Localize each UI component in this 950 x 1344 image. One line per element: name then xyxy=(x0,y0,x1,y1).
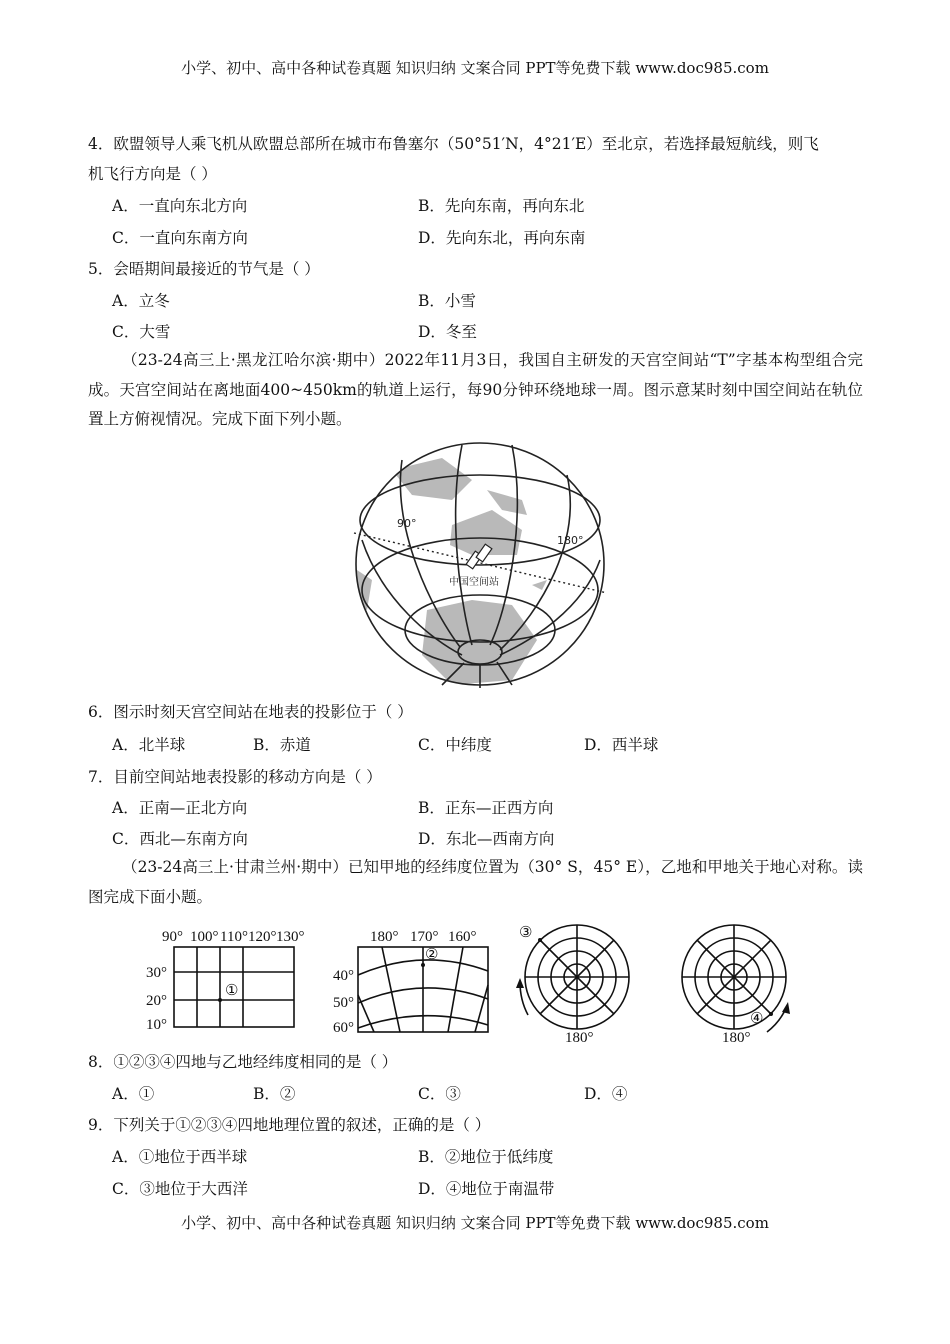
point-2-label: ② xyxy=(425,947,439,963)
q6-option-a: A．北半球 xyxy=(112,736,186,754)
q8-option-c: C．③ xyxy=(418,1085,461,1103)
q4-option-a: A．一直向东北方向 xyxy=(112,197,248,215)
q4-option-b: B．先向东南，再向东北 xyxy=(418,197,585,215)
q6-stem: 6．图示时刻天宫空间站在地表的投影位于（ ） xyxy=(88,703,413,721)
lon-label-180: 180° xyxy=(565,1030,594,1045)
lon-label-180: 180° xyxy=(722,1030,751,1045)
q7-option-d: D．东北—西南方向 xyxy=(418,830,555,848)
polar-figure-4 xyxy=(672,920,797,1045)
q9-option-a: A．①地位于西半球 xyxy=(112,1148,248,1166)
lon-label: 160° xyxy=(448,929,477,945)
q4-option-d: D．先向东北，再向东南 xyxy=(418,229,586,247)
q8-option-d: D．④ xyxy=(584,1085,628,1103)
q5-stem: 5．会晤期间最接近的节气是（ ） xyxy=(88,260,320,278)
lon-label: 180° xyxy=(370,929,399,945)
lon-label: 170° xyxy=(410,929,439,945)
lat-label: 50° xyxy=(333,995,354,1011)
lon-label: 90° xyxy=(162,929,183,945)
point-4-label: ④ xyxy=(750,1011,764,1027)
q5-option-a: A．立冬 xyxy=(112,292,170,310)
q7-option-a: A．正南—正北方向 xyxy=(112,799,248,817)
q7-option-c: C．西北—东南方向 xyxy=(112,830,248,848)
q5-option-c: C．大雪 xyxy=(112,323,171,341)
grid-figure-2 xyxy=(330,925,495,1037)
station-label: 中国空间站 xyxy=(449,577,499,588)
q9-stem: 9．下列关于①②③④四地地理位置的叙述，正确的是（ ） xyxy=(88,1116,491,1134)
lat-label: 40° xyxy=(333,968,354,984)
q9-option-d: D．④地位于南温带 xyxy=(418,1180,555,1198)
lat-label: 10° xyxy=(146,1017,167,1033)
q4-stem-cont: 机飞行方向是（ ） xyxy=(88,165,217,183)
q8-option-b: B．② xyxy=(253,1085,296,1103)
lat-label: 20° xyxy=(146,993,167,1009)
page-header: 小学、初中、高中各种试卷真题 知识归纳 文案合同 PPT等免费下载 www.doc985.com xyxy=(181,59,769,77)
globe-label-90: 90° xyxy=(397,517,417,530)
q5-option-d: D．冬至 xyxy=(418,323,477,341)
q6-option-d: D．西半球 xyxy=(584,736,659,754)
q8-stem: 8．①②③④四地与乙地经纬度相同的是（ ） xyxy=(88,1053,398,1071)
lon-label: 120° xyxy=(248,929,277,945)
lon-label: 130° xyxy=(276,929,305,945)
q5-option-b: B．小雪 xyxy=(418,292,476,310)
q6-option-b: B．赤道 xyxy=(253,736,311,754)
q7-stem: 7．目前空间站地表投影的移动方向是（ ） xyxy=(88,768,382,786)
polar-figure-3 xyxy=(512,920,637,1045)
globe-label-180: 180° xyxy=(557,534,584,547)
q9-option-b: B．②地位于低纬度 xyxy=(418,1148,554,1166)
point-1-label: ① xyxy=(225,983,239,999)
q7-option-b: B．正东—正西方向 xyxy=(418,799,554,817)
passage-tiangong: （23-24高三上·黑龙江哈尔滨·期中）2022年11月3日，我国自主研发的天宫空间站“T”字基本构型组合完成。天宫空间站在离地面400~450km的轨道上运行，每90分钟环绕地球一周。图示意某时刻中国空间站在轨位置上方俯视情况。完成下面下列小题。 xyxy=(88,351,863,428)
page-footer: 小学、初中、高中各种试卷真题 知识归纳 文案合同 PPT等免费下载 www.doc985.com xyxy=(181,1214,769,1232)
lon-label: 110° xyxy=(220,929,248,945)
q4-option-c: C．一直向东南方向 xyxy=(112,229,248,247)
grid-figure-1 xyxy=(140,925,310,1037)
q4-stem: 4．欧盟领导人乘飞机从欧盟总部所在城市布鲁塞尔（50°51′N，4°21′E）至北京，若选择最短航线，则飞 xyxy=(88,135,819,153)
q6-option-c: C．中纬度 xyxy=(418,736,492,754)
lat-label: 30° xyxy=(146,965,167,981)
lon-label: 100° xyxy=(190,929,219,945)
point-3-label: ③ xyxy=(519,925,533,941)
passage-jia-yi: （23-24高三上·甘肃兰州·期中）已知甲地的经纬度位置为（30° S，45° E），乙地和甲地关于地心对称。读图完成下面小题。 xyxy=(88,858,863,906)
lat-label: 60° xyxy=(333,1020,354,1036)
q9-option-c: C．③地位于大西洋 xyxy=(112,1180,248,1198)
q8-option-a: A．① xyxy=(112,1085,155,1103)
globe-figure xyxy=(352,440,612,690)
